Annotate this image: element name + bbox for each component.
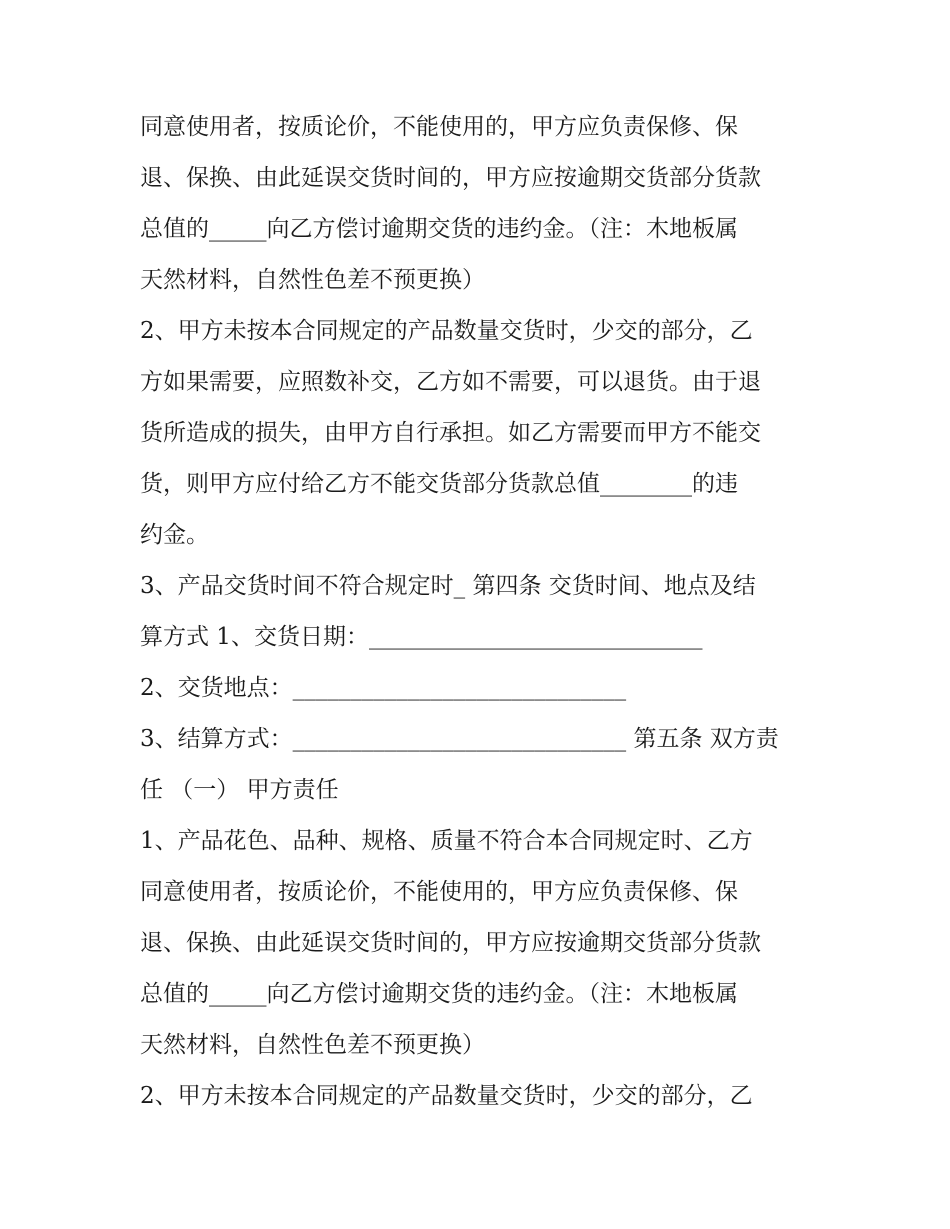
text-line: 同意使用者，按质论价，不能使用的，甲方应负责保修、保 bbox=[140, 114, 738, 140]
text-line: 2、交货地点：_____________________________ bbox=[140, 675, 627, 701]
text-line: 货，则甲方应付给乙方不能交货部分货款总值________的违 bbox=[140, 471, 738, 497]
text-line: 退、保换、由此延误交货时间的，甲方应按逾期交货部分货款 bbox=[140, 165, 761, 191]
text-line: 天然材料，自然性色差不预更换） bbox=[140, 1032, 485, 1058]
text-line: 总值的_____向乙方偿讨逾期交货的违约金。（注：木地板属 bbox=[140, 981, 738, 1007]
text-line: 货所造成的损失，由甲方自行承担。如乙方需要而甲方不能交 bbox=[140, 420, 761, 446]
text-line: 任 （一） 甲方责任 bbox=[140, 777, 339, 803]
text-line: 2、甲方未按本合同规定的产品数量交货时，少交的部分，乙 bbox=[140, 1083, 753, 1109]
text-line: 同意使用者，按质论价，不能使用的，甲方应负责保修、保 bbox=[140, 879, 738, 905]
text-line: 天然材料，自然性色差不预更换） bbox=[140, 267, 485, 293]
contract-text bbox=[140, 102, 820, 1122]
text-line: 算方式 1、交货日期：_____________________________ bbox=[140, 624, 703, 650]
text-line: 方如果需要，应照数补交，乙方如不需要，可以退货。由于退 bbox=[140, 369, 761, 395]
text-line: 总值的_____向乙方偿讨逾期交货的违约金。（注：木地板属 bbox=[140, 216, 738, 242]
text-line: 约金。 bbox=[140, 522, 209, 548]
text-line: 1、产品花色、品种、规格、质量不符合本合同规定时、乙方 bbox=[140, 828, 753, 854]
text-line: 退、保换、由此延误交货时间的，甲方应按逾期交货部分货款 bbox=[140, 930, 761, 956]
text-line: 3、结算方式：_____________________________ 第五条 双方责 bbox=[140, 726, 779, 752]
text-line: 3、产品交货时间不符合规定时_ 第四条 交货时间、地点及结 bbox=[140, 573, 756, 599]
text-line: 2、甲方未按本合同规定的产品数量交货时，少交的部分，乙 bbox=[140, 318, 753, 344]
